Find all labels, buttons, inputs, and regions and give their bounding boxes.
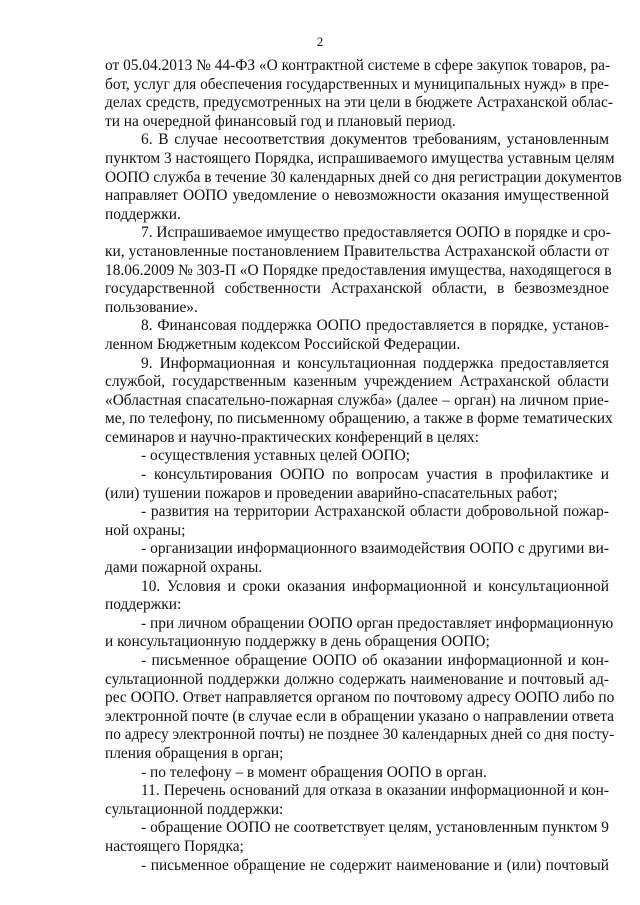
text-line: - обращение ООПО не соответствует целям, установленным пунктом 9 bbox=[141, 819, 609, 837]
text-line: (или) тушении пожаров и проведении аварийно-спасательных работ; bbox=[105, 484, 558, 502]
paragraph-p6 bbox=[105, 131, 622, 224]
text-line: 6. В случае несоответствия документов требованиям, установленным bbox=[141, 131, 609, 149]
text-line: службой, государственным казенным учреждением Астраханской области bbox=[105, 373, 609, 391]
text-line: сультационной поддержки: bbox=[105, 800, 284, 818]
text-line: рес ООПО. Ответ направляется органом по почтовому адресу ООПО либо по bbox=[105, 689, 615, 707]
text-line: - письменное обращение не содержит наименование и (или) почтовый bbox=[141, 856, 609, 874]
text-line: от 05.04.2013 № 44-ФЗ «О контрактной системе в сфере закупок товаров, ра- bbox=[105, 57, 611, 74]
paragraph-p9 bbox=[105, 354, 613, 448]
text-line: дами пожарной охраны. bbox=[105, 559, 263, 577]
text-line: ти на очередной финансовый год и плановый период. bbox=[105, 112, 456, 130]
text-line: пления обращения в орган; bbox=[105, 744, 284, 762]
text-line: ООПО служба в течение 30 календарных дней со дня регистрации документов bbox=[105, 168, 622, 186]
text-line: поддержки: bbox=[105, 596, 182, 614]
text-line: - по телефону – в момент обращения ООПО в орган. bbox=[141, 763, 487, 781]
paragraph-p7 bbox=[105, 224, 612, 317]
text-line: 9. Информационная и консультационная поддержка предоставляется bbox=[141, 354, 609, 372]
paragraph-p9-a bbox=[105, 447, 609, 466]
text-line: - письменное обращение ООПО об оказании информационной и кон- bbox=[141, 652, 609, 669]
text-line: ной охраны; bbox=[105, 521, 186, 539]
text-line: - при личном обращении ООПО орган предоставляет информационную bbox=[141, 614, 614, 632]
paragraph-p11-a bbox=[105, 819, 609, 856]
document-body bbox=[105, 57, 622, 875]
text-line: делах средств, предусмотренных на эти цели в бюджете Астраханской облас- bbox=[105, 94, 613, 112]
text-line: - осуществления уставных целей ООПО; bbox=[141, 447, 411, 465]
text-line: пунктом 3 настоящего Порядка, испрашиваемого имущества уставным целям bbox=[105, 149, 615, 167]
text-line: ме, по телефону, по письменному обращению, а также в форме тематических bbox=[105, 410, 613, 428]
text-line: 18.06.2009 № 303-П «О Порядке предоставления имущества, находящегося в bbox=[105, 261, 612, 279]
paragraph-p9-b bbox=[105, 466, 609, 503]
paragraph-p10-b bbox=[105, 652, 615, 764]
page-number: 2 bbox=[316, 34, 324, 49]
paragraph-p8 bbox=[105, 317, 609, 354]
text-line: бот, услуг для обеспечения государственных и муниципальных нужд» в пре- bbox=[105, 75, 609, 93]
text-line: электронной почте (в случае если в обращении указано о направлении ответа bbox=[105, 707, 614, 725]
text-line: - консультирования ООПО по вопросам участия в профилактике и bbox=[141, 466, 609, 484]
paragraph-p9-d bbox=[105, 540, 609, 577]
paragraph-p9-c bbox=[105, 503, 609, 540]
paragraph-p11 bbox=[105, 782, 609, 819]
text-line: и консультационную поддержку в день обращения ООПО; bbox=[105, 633, 490, 651]
text-line: 7. Испрашиваемое имущество предоставляется ООПО в порядке и сро- bbox=[141, 224, 611, 242]
paragraph-p10-c bbox=[105, 764, 609, 783]
text-line: семинаров и научно-практических конференций в целях: bbox=[105, 428, 479, 446]
paragraph-p10 bbox=[105, 578, 609, 615]
text-line: - организации информационного взаимодействия ООПО с другими ви- bbox=[141, 540, 609, 558]
text-line: сультационной поддержки должно содержать наименование и почтовый ад- bbox=[105, 670, 609, 688]
text-line: пользование». bbox=[105, 298, 198, 316]
text-line: 11. Перечень оснований для отказа в оказании информационной и кон- bbox=[141, 782, 609, 800]
text-line: государственной собственности Астраханской области, в безвозмездное bbox=[105, 280, 609, 298]
text-line: 10. Условия и сроки оказания информационной и консультационной bbox=[141, 577, 609, 595]
text-line: направляет ООПО уведомление о невозможности оказания имущественной bbox=[105, 187, 609, 205]
text-line: по адресу электронной почты) не позднее 30 календарных дней со дня посту- bbox=[105, 726, 615, 744]
text-line: 8. Финансовая поддержка ООПО предоставляется в порядке, установ- bbox=[141, 317, 609, 335]
text-line: «Областная спасательно-пожарная служба» (далее – орган) на личном прие- bbox=[105, 391, 609, 409]
text-line: - развития на территории Астраханской области добровольной пожар- bbox=[141, 503, 609, 521]
paragraph-p11-b bbox=[105, 857, 609, 876]
paragraph-p10-a bbox=[105, 614, 614, 652]
text-line: ки, установленные постановлением Правительства Астраханской области от bbox=[105, 242, 609, 260]
text-line: ленном Бюджетным кодексом Российской Федерации. bbox=[105, 335, 461, 353]
text-line: настоящего Порядка; bbox=[105, 837, 244, 855]
paragraph-p-cont bbox=[105, 57, 613, 131]
text-line: поддержки. bbox=[105, 205, 181, 223]
